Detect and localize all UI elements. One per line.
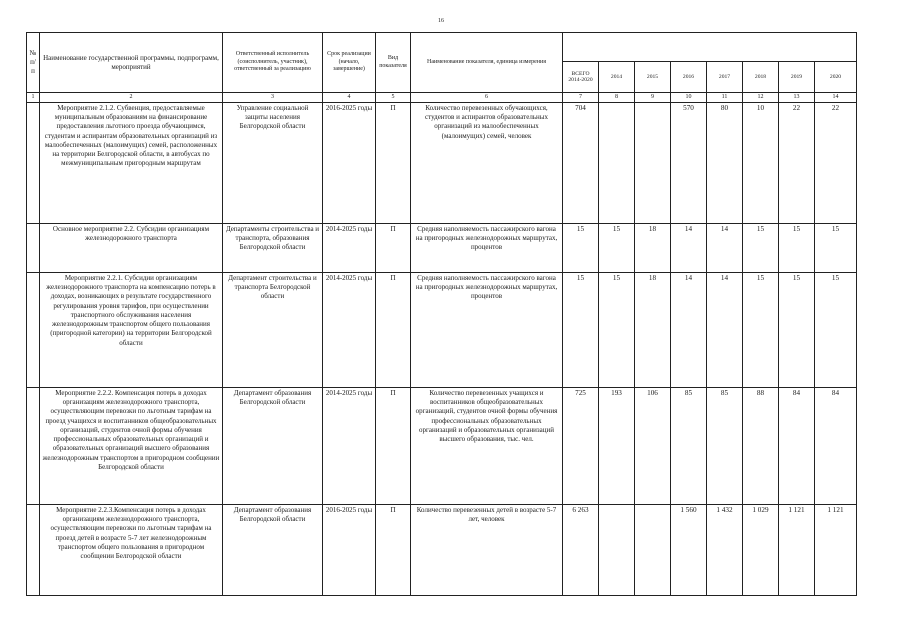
row-executor: Управление социальной защиты населения Белгородской области [223, 103, 323, 224]
row-year-value: 15 [743, 273, 779, 388]
row-year-value: 18 [635, 224, 671, 273]
header-executor: Ответственный исполнитель (соисполнитель, участник), ответственный за реализацию [223, 33, 323, 93]
program-table [26, 32, 857, 596]
row-term: 2016-2025 годы [323, 103, 376, 224]
row-year-value: 106 [635, 388, 671, 505]
row-term: 2016-2025 годы [323, 505, 376, 596]
row-year-value: 15 [815, 273, 857, 388]
row-year-value: 14 [671, 224, 707, 273]
row-total: 725 [563, 388, 599, 505]
row-year-value: 15 [779, 273, 815, 388]
row-year-value: 15 [599, 273, 635, 388]
table-row [27, 103, 857, 224]
col-number: 12 [743, 93, 779, 103]
col-number: 7 [563, 93, 599, 103]
row-total: 704 [563, 103, 599, 224]
row-year-value: 1 560 [671, 505, 707, 596]
col-number: 1 [27, 93, 40, 103]
col-number: 5 [376, 93, 411, 103]
row-name: Основное мероприятие 2.2. Субсидии организациям железнодорожного транспорта [40, 224, 223, 273]
row-year-value: 85 [671, 388, 707, 505]
row-kind: П [376, 103, 411, 224]
row-year-value: 193 [599, 388, 635, 505]
row-year-value: 15 [779, 224, 815, 273]
row-kind: П [376, 505, 411, 596]
row-indicator: Количество перевезенных детей в возрасте 5-7 лет, человек [411, 505, 563, 596]
header-year: 2016 [671, 62, 707, 93]
row-executor: Департамент образования Белгородской области [223, 388, 323, 505]
table-row [27, 224, 857, 273]
row-year-value: 14 [671, 273, 707, 388]
row-year-value: 1 121 [815, 505, 857, 596]
table-row [27, 273, 857, 388]
row-indicator: Количество перевезенных учащихся и воспитанников общеобразовательных организаций, студентов очной формы обучения профессиональных образовательных организаций и образовательных организаций высшего образования, тыс. чел. [411, 388, 563, 505]
row-year-value: 22 [815, 103, 857, 224]
col-number: 2 [40, 93, 223, 103]
row-kind: П [376, 224, 411, 273]
row-executor: Департамент строительства и транспорта Белгородской области [223, 273, 323, 388]
row-year-value: 85 [707, 388, 743, 505]
row-year-value [635, 505, 671, 596]
col-number: 9 [635, 93, 671, 103]
table-row [27, 388, 857, 505]
header-term: Срок реализации (начало, завершение) [323, 33, 376, 93]
row-year-value: 14 [707, 224, 743, 273]
col-number: 10 [671, 93, 707, 103]
row-year-value: 14 [707, 273, 743, 388]
column-numbers-row [27, 93, 857, 103]
col-number: 14 [815, 93, 857, 103]
header-name: Наименование государственной программы, подпрограмм, мероприятий [40, 33, 223, 93]
header-year: 2020 [815, 62, 857, 93]
row-total: 15 [563, 273, 599, 388]
header-year: 2015 [635, 62, 671, 93]
row-executor: Департамент образования Белгородской области [223, 505, 323, 596]
row-name: Мероприятие 2.1.2. Субвенция, предоставляемые муниципальным образованиям на финансирование предоставления льготного проезда обучающимся, студентам и аспирантам образовательных организаций из малообеспеченных (малоимущих) семей, расположенных на территории Белгородской области, в автобусах по межмуниципальным пригородным маршрутам [40, 103, 223, 224]
row-total: 6 263 [563, 505, 599, 596]
col-number: 6 [411, 93, 563, 103]
row-num [27, 388, 40, 505]
row-term: 2014-2025 годы [323, 224, 376, 273]
row-year-value: 22 [779, 103, 815, 224]
col-number: 13 [779, 93, 815, 103]
table-row [27, 505, 857, 596]
row-indicator: Количество перевезенных обучающихся, студентов и аспирантов образовательных организаций из малообеспеченных (малоимущих) семей, человек [411, 103, 563, 224]
header-year: 2018 [743, 62, 779, 93]
row-year-value: 570 [671, 103, 707, 224]
row-year-value [635, 103, 671, 224]
row-year-value [599, 505, 635, 596]
row-year-value: 15 [599, 224, 635, 273]
col-number: 8 [599, 93, 635, 103]
row-year-value [599, 103, 635, 224]
header-values-group [563, 33, 857, 62]
row-indicator: Средняя наполняемость пассажирского вагона на пригородных железнодорожных маршрутах, процентов [411, 224, 563, 273]
header-year: 2017 [707, 62, 743, 93]
header-year: 2014 [599, 62, 635, 93]
row-year-value: 18 [635, 273, 671, 388]
col-number: 11 [707, 93, 743, 103]
row-name: Мероприятие 2.2.2. Компенсация потерь в доходах организациям железнодорожного транспорта, осуществляющим перевозки по льготным тарифам на проезд учащихся и воспитанников общеобразовательных организаций, студентов очной формы обучения профессиональных образовательных организаций и образовательных организаций высшего образования железнодорожным транспортом в пригородном сообщении Белгородской области [40, 388, 223, 505]
row-year-value: 84 [779, 388, 815, 505]
row-kind: П [376, 388, 411, 505]
row-year-value: 84 [815, 388, 857, 505]
row-num [27, 224, 40, 273]
header-year: 2019 [779, 62, 815, 93]
row-year-value: 15 [743, 224, 779, 273]
row-kind: П [376, 273, 411, 388]
row-year-value: 88 [743, 388, 779, 505]
row-year-value: 15 [815, 224, 857, 273]
header-indicator: Наименование показателя, единица измерения [411, 33, 563, 93]
header-kind: Вид показателя [376, 33, 411, 93]
row-indicator: Средняя наполняемость пассажирского вагона на пригородных железнодорожных маршрутах, процентов [411, 273, 563, 388]
col-number: 4 [323, 93, 376, 103]
page-number: 16 [438, 18, 444, 24]
row-num [27, 273, 40, 388]
header-num: № п/п [27, 33, 40, 93]
row-year-value: 1 121 [779, 505, 815, 596]
row-year-value: 80 [707, 103, 743, 224]
header-row [27, 33, 857, 62]
row-name: Мероприятие 2.2.3.Компенсация потерь в доходах организациям железнодорожного транспорта, осуществляющим перевозки по льготным тарифам на проезд детей в возрасте 5-7 лет железнодорожным транспортом общего пользования в пригородном сообщении Белгородской области [40, 505, 223, 596]
row-term: 2014-2025 годы [323, 388, 376, 505]
row-year-value: 1 432 [707, 505, 743, 596]
row-term: 2014-2025 годы [323, 273, 376, 388]
row-num [27, 103, 40, 224]
header-total: ВСЕГО 2014-2020 [563, 62, 599, 93]
col-number: 3 [223, 93, 323, 103]
row-executor: Департаменты строительства и транспорта, образования Белгородской области [223, 224, 323, 273]
row-name: Мероприятие 2.2.1. Субсидии организациям железнодорожного транспорта на компенсацию потерь в доходах, возникающих в результате государственного регулирования уровня тарифов, при осуществлении транспортного обслуживания населения железнодорожным транспортом общего пользования (пригородной категории) на территории Белгородской области [40, 273, 223, 388]
row-year-value: 10 [743, 103, 779, 224]
row-year-value: 1 029 [743, 505, 779, 596]
row-num [27, 505, 40, 596]
row-total: 15 [563, 224, 599, 273]
